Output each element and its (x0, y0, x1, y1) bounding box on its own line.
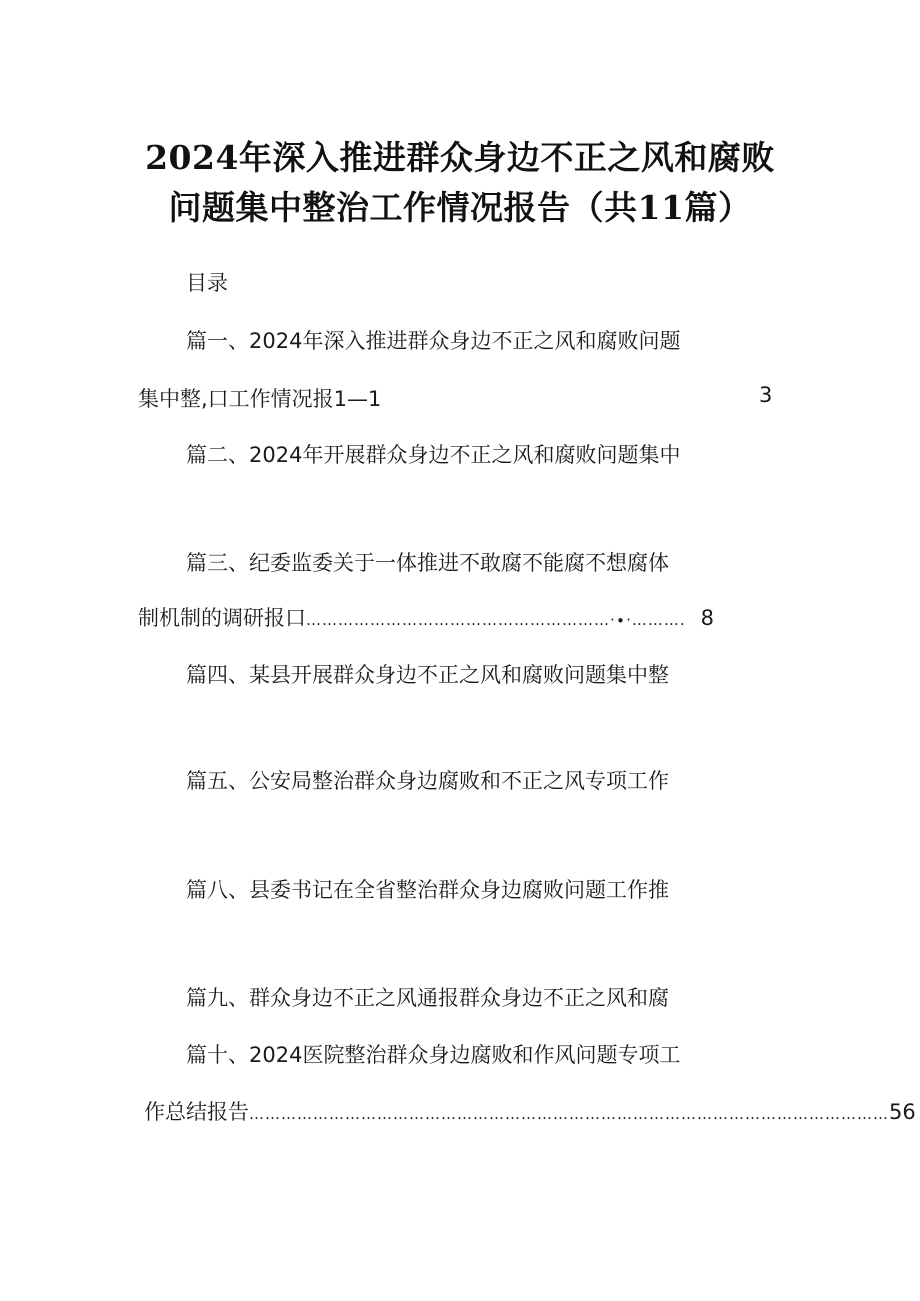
toc-entry-7-title[interactable]: 篇九、群众身边不正之风通报群众身边不正之风和腐 (186, 986, 669, 1010)
document-title-line-1: 2024年深入推进群众身边不正之风和腐败 (145, 138, 775, 177)
toc-entry-4-title[interactable]: 篇四、某县开展群众身边不正之风和腐败问题集中整 (186, 663, 669, 687)
toc-entry-6-title[interactable]: 篇八、县委书记在全省整治群众身边腐败问题工作推 (186, 878, 669, 902)
toc-entry-8-page: 56 (889, 1100, 916, 1124)
toc-entry-3-title[interactable]: 篇三、纪委监委关于一体推进不敢腐不能腐不想腐体 (186, 551, 669, 575)
toc-entry-8-title[interactable]: 篇十、2024医院整治群众身边腐败和作风问题专项工 (186, 1043, 681, 1067)
toc-entry-3-continuation: 制机制的调研报口 (138, 606, 306, 630)
toc-entry-1-continuation[interactable]: 集中整,口工作情况报1—1 (138, 387, 382, 411)
toc-entry-3-page: 8 (700, 606, 714, 630)
toc-entry-1-page: 3 (759, 383, 773, 407)
toc-entry-1-title[interactable]: 篇一、2024年深入推进群众身边不正之风和腐败问题 (186, 329, 681, 353)
toc-heading: 目录 (186, 271, 228, 295)
toc-entry-8-continuation: 作总结报告 (144, 1100, 249, 1124)
toc-entry-2-title[interactable]: 篇二、2024年开展群众身边不正之风和腐败问题集中 (186, 443, 681, 467)
toc-entry-5-title[interactable]: 篇五、公安局整治群众身边腐败和不正之风专项工作 (186, 769, 669, 793)
document-title-line-2: 问题集中整治工作情况报告（共11篇） (168, 188, 752, 227)
toc-entry-3-leader-row[interactable] (138, 602, 714, 632)
toc-entry-8-dot-leader: ………………………………………………………………………………………………………… (249, 1105, 889, 1123)
toc-entry-3-dot-leader: …………………………………………………·∙·………. (306, 611, 686, 629)
toc-entry-8-leader-row[interactable] (144, 1096, 916, 1126)
